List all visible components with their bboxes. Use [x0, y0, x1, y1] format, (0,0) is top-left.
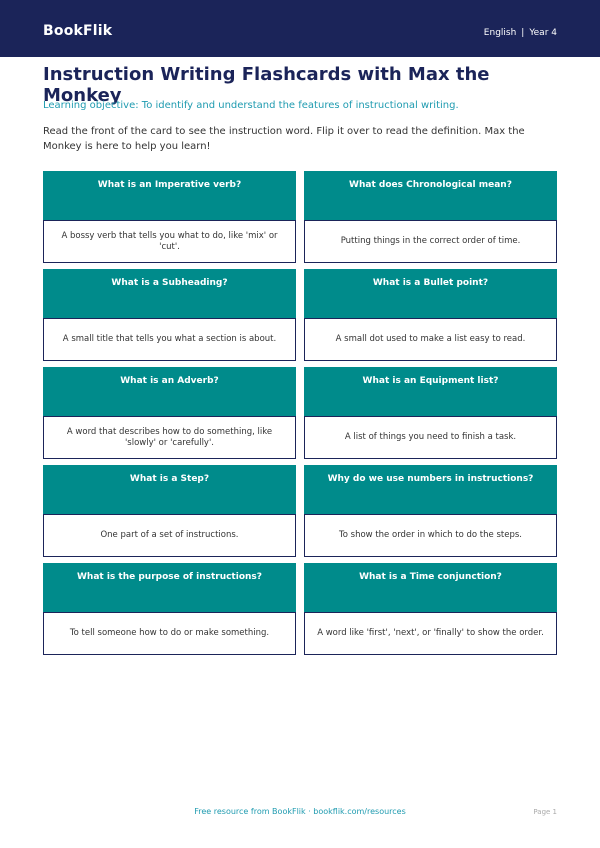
flashcard[interactable] — [304, 171, 557, 263]
flashcard-back: A small title that tells you what a section is about. — [43, 318, 296, 361]
intro-text: Read the front of the card to see the instruction word. Flip it over to read the definition. Max the Monkey is here to help you learn! — [43, 126, 525, 152]
flashcard[interactable] — [304, 563, 557, 655]
page-number: Page 1 — [533, 808, 557, 816]
flashcard-back: To show the order in which to do the steps. — [304, 514, 557, 557]
flashcard-back: To tell someone how to do or make something. — [43, 612, 296, 655]
meta-separator: | — [521, 28, 525, 38]
flashcard[interactable] — [43, 465, 296, 557]
flashcard[interactable] — [43, 269, 296, 361]
flashcard-back: A word that describes how to do something, like 'slowly' or 'carefully'. — [43, 416, 296, 459]
flashcard-back: Putting things in the correct order of time. — [304, 220, 557, 263]
flashcard-front: What is a Step? — [43, 465, 296, 514]
flashcard-back: A small dot used to make a list easy to read. — [304, 318, 557, 361]
flashcard[interactable] — [304, 269, 557, 361]
page-title: Instruction Writing Flashcards with Max the Monkey — [43, 64, 490, 106]
flashcard[interactable] — [43, 563, 296, 655]
flashcard-back: A bossy verb that tells you what to do, like 'mix' or 'cut'. — [43, 220, 296, 263]
flashcard[interactable] — [43, 367, 296, 459]
flashcard-back: A word like 'first', 'next', or 'finally' to show the order. — [304, 612, 557, 655]
flashcard-front: What does Chronological mean? — [304, 171, 557, 220]
flashcard-back: A list of things you need to finish a task. — [304, 416, 557, 459]
flashcard-front: What is a Bullet point? — [304, 269, 557, 318]
subject-year-label — [484, 28, 557, 38]
page-header — [0, 0, 600, 57]
flashcard-front: What is a Subheading? — [43, 269, 296, 318]
subject-label: English — [483, 28, 517, 38]
learning-objective: Learning objective: To identify and understand the features of instructional writing. — [43, 100, 459, 111]
flashcard-front: What is an Equipment list? — [304, 367, 557, 416]
flashcard-grid — [43, 171, 557, 655]
brand-logo[interactable]: BookFlik — [43, 23, 113, 39]
flashcard-front: What is a Time conjunction? — [304, 563, 557, 612]
year-label: Year 4 — [529, 28, 557, 38]
footer-link[interactable]: Free resource from BookFlik · bookflik.com/resources — [194, 807, 406, 816]
flashcard[interactable] — [304, 367, 557, 459]
flashcard-front: What is an Imperative verb? — [43, 171, 296, 220]
flashcard-back: One part of a set of instructions. — [43, 514, 296, 557]
flashcard-front: What is the purpose of instructions? — [43, 563, 296, 612]
flashcard-front: What is an Adverb? — [43, 367, 296, 416]
flashcard[interactable] — [43, 171, 296, 263]
flashcard[interactable] — [304, 465, 557, 557]
flashcard-front: Why do we use numbers in instructions? — [304, 465, 557, 514]
